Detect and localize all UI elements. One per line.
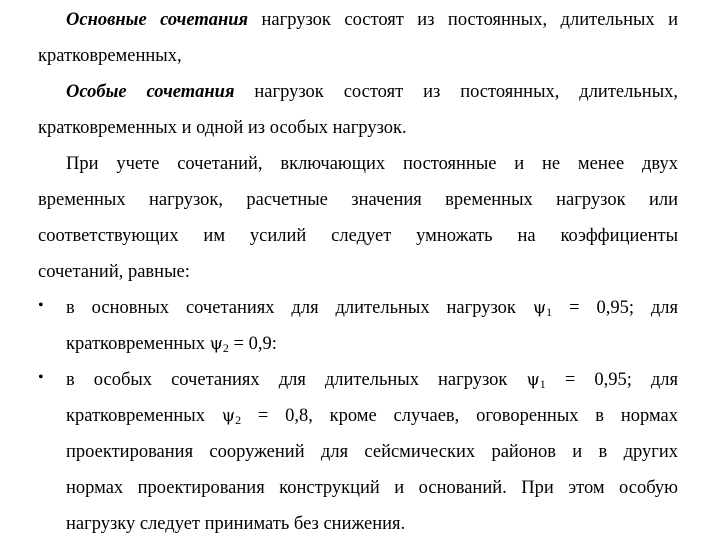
bullet2-line5: нагрузку следует принимать без снижения. bbox=[66, 514, 406, 534]
bullet2-line1 bbox=[66, 368, 678, 392]
psi-symbol: ψ bbox=[526, 370, 540, 390]
coef-value: = 0,95; для bbox=[569, 298, 679, 318]
bullet1-line1 bbox=[66, 296, 678, 320]
para1-text: нагрузок состоят из постоянных, длительных и bbox=[261, 10, 679, 30]
bullet1-text: в основных сочетаниях для длительных нагрузок bbox=[66, 298, 516, 318]
bullet2-line4: нормах проектирования конструкций и оснований. При этом особую bbox=[66, 478, 678, 498]
psi-subscript: 1 bbox=[539, 377, 546, 391]
term-osnovnye: Основные сочетания bbox=[66, 10, 249, 30]
coef-value: = 0,95; для bbox=[564, 370, 679, 390]
para1-line2: кратковременных, bbox=[38, 46, 182, 66]
psi-symbol: ψ bbox=[532, 298, 547, 318]
psi-subscript: 2 bbox=[235, 413, 242, 427]
psi-symbol: ψ bbox=[221, 406, 236, 426]
bullet-marker-1: • bbox=[38, 297, 44, 314]
para3-line2: временных нагрузок, расчетные значения временных нагрузок или bbox=[38, 190, 678, 210]
para3-line3: соответствующих им усилий следует умножать на коэффициенты bbox=[38, 226, 678, 246]
para3-line1: При учете сочетаний, включающих постоянные и не менее двух bbox=[66, 154, 678, 174]
para1-line1 bbox=[66, 8, 678, 32]
psi-subscript: 2 bbox=[222, 341, 229, 355]
coef-value: = 0,8, кроме случаев, оговоренных в нормах bbox=[257, 406, 679, 426]
bullet2-line2 bbox=[66, 404, 678, 428]
bullet2-line3: проектирования сооружений для сейсмических районов и в других bbox=[66, 442, 678, 462]
bullet1-line2 bbox=[66, 332, 678, 356]
psi-symbol: ψ bbox=[209, 334, 223, 354]
para2-text: нагрузок состоят из постоянных, длительных, bbox=[254, 82, 678, 102]
bullet2-short-label: кратковременных bbox=[66, 406, 205, 426]
bullet2-text: в особых сочетаниях для длительных нагрузок bbox=[66, 370, 508, 390]
para2-line1 bbox=[66, 80, 678, 104]
term-osobye: Особые сочетания bbox=[66, 82, 235, 102]
para2-line2: кратковременных и одной из особых нагрузок. bbox=[38, 118, 407, 138]
coef-value: = 0,9: bbox=[233, 334, 277, 354]
bullet-marker-2: • bbox=[38, 369, 44, 386]
bullet1-short-label: кратковременных bbox=[66, 334, 205, 354]
psi-subscript: 1 bbox=[546, 305, 553, 319]
para3-line4: сочетаний, равные: bbox=[38, 262, 190, 282]
